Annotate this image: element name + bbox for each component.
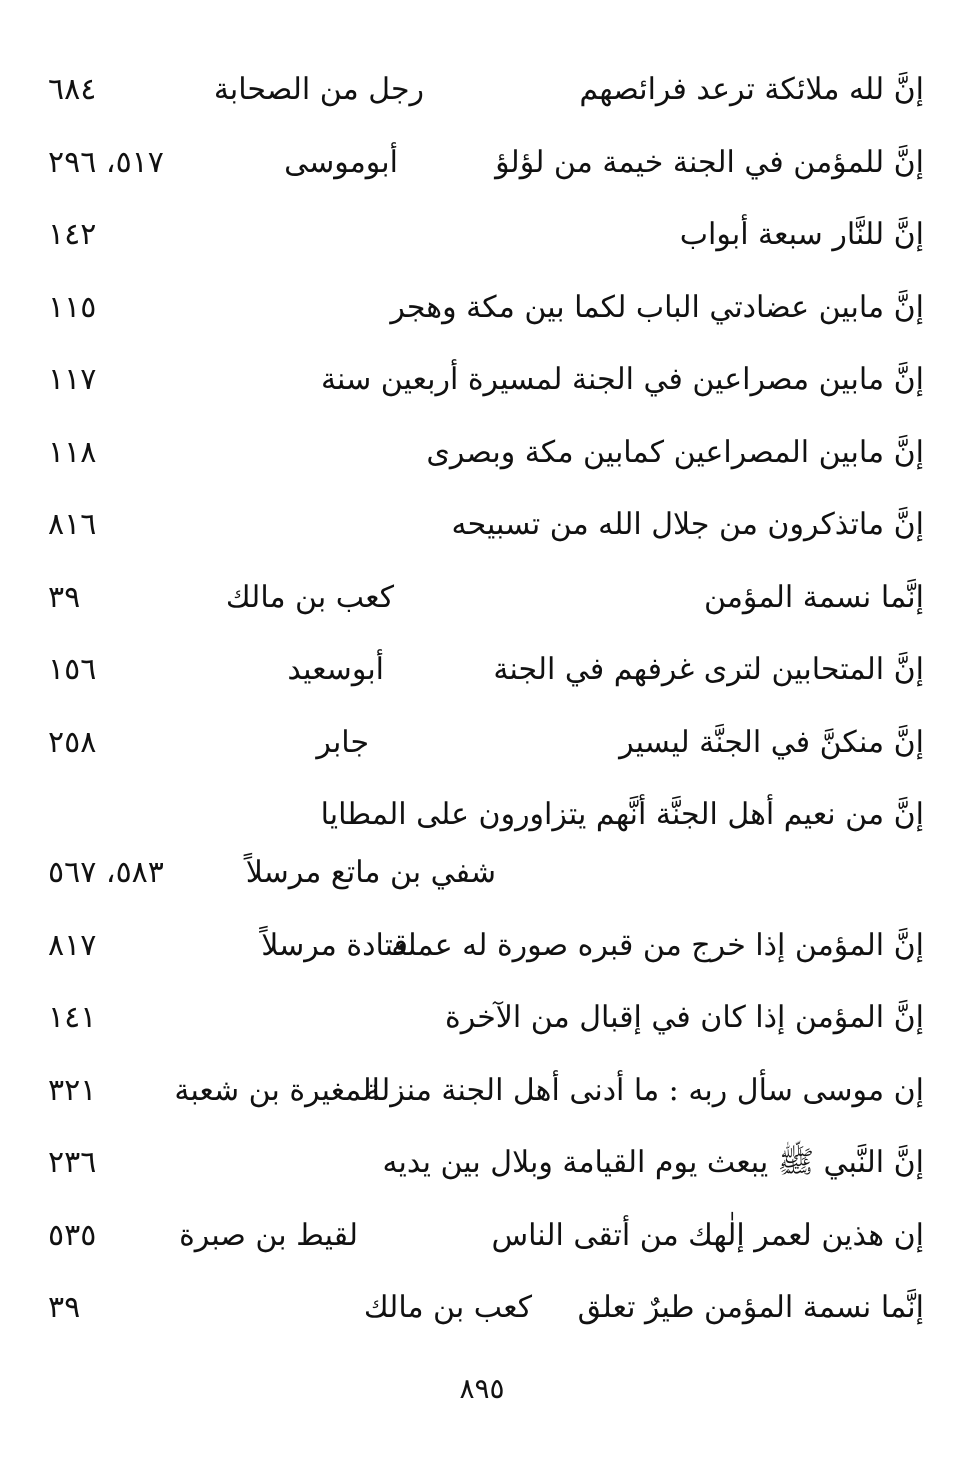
index-entry: [40, 1063, 924, 1136]
hadith-text: إنَّ لله ملائكة ترعد فرائصهم: [579, 72, 924, 107]
page-reference: ٦٨٤: [48, 72, 97, 107]
page-reference: ٥١٧، ٢٩٦: [48, 144, 164, 180]
index-entry: [40, 497, 924, 570]
index-entry: [40, 207, 924, 280]
page-reference: ٨١٦: [48, 507, 97, 542]
hadith-text: إنَّ من نعيم أهل الجنَّة أنَّهم يتزاورون على المطايا: [320, 797, 924, 832]
page-reference: ٢٣٦: [48, 1145, 97, 1180]
index-entry: [40, 1208, 924, 1281]
index-entry: [40, 280, 924, 353]
index-entry: [40, 787, 924, 845]
hadith-text: إنَّما نسمة المؤمن طيرٌ تعلق: [577, 1290, 924, 1325]
hadith-text: إنَّ مابين عضادتي الباب لكما بين مكة وهجر: [390, 289, 924, 325]
index-entry: [40, 918, 924, 991]
hadith-text: إنَّما نسمة المؤمن: [703, 579, 924, 615]
page-reference: ٣٢١: [48, 1072, 97, 1108]
index-entry: [40, 715, 924, 788]
index-entry: [40, 1280, 924, 1353]
hadith-text: إنَّ مابين مصراعين في الجنة لمسيرة أربعين سنة: [320, 362, 924, 397]
narrator-name: المغيرة بن شعبة: [174, 1072, 380, 1108]
hadith-text: إنَّ النَّبي ﷺ يبعث يوم القيامة وبلال بين يديه: [382, 1145, 924, 1180]
hadith-text: إنَّ منكنَّ في الجنَّة ليسير: [619, 724, 924, 760]
narrator-name: كعب بن مالك: [363, 1290, 532, 1325]
index-entry-continuation: [40, 845, 924, 918]
hadith-text: إنَّ المتحابين لترى غرفهم في الجنة: [493, 652, 924, 687]
narrator-name: قتادة مرسلاً: [261, 927, 408, 963]
page-reference: ٢٥٨: [48, 724, 97, 760]
hadith-text: إنَّ مابين المصراعين كمابين مكة وبصرى: [426, 434, 924, 470]
narrator-name: شفي بن ماتع مرسلاً: [245, 855, 496, 890]
hadith-text: إن هذين لعمر إلٰهك من أتقى الناس: [491, 1217, 924, 1253]
narrator-name: أبوسعيد: [287, 652, 384, 687]
narrator-name: رجل من الصحابة: [213, 72, 424, 107]
page-reference: ١٤٢: [48, 217, 97, 252]
page-reference: ١١٧: [48, 362, 97, 397]
page-reference: ٥٨٣، ٥٦٧: [48, 855, 164, 890]
hadith-text: إنَّ المؤمن إذا خرج من قبره صورة له عمله: [391, 927, 924, 963]
index-entry: [40, 990, 924, 1063]
index-entry: [40, 352, 924, 425]
page-reference: ١١٥: [48, 289, 97, 325]
index-entry: [40, 1135, 924, 1208]
narrator-name: كعب بن مالك: [225, 579, 394, 615]
page-reference: ١٥٦: [48, 652, 97, 687]
narrator-name: أبوموسى: [284, 144, 398, 180]
page-reference: ٨١٧: [48, 927, 97, 963]
hadith-index-list: [40, 62, 924, 1353]
page-number: ٨٩٥: [459, 1372, 505, 1405]
index-entry: [40, 425, 924, 498]
index-entry: [40, 570, 924, 643]
index-entry: [40, 642, 924, 715]
page-reference: ٥٣٥: [48, 1217, 97, 1253]
index-entry: [40, 135, 924, 208]
page-reference: ١١٨: [48, 434, 97, 470]
hadith-text: إنَّ للنَّار سبعة أبواب: [679, 217, 924, 252]
hadith-text: إنَّ المؤمن إذا كان في إقبال من الآخرة: [444, 1000, 924, 1035]
narrator-name: جابر: [316, 724, 369, 760]
page-reference: ١٤١: [48, 1000, 97, 1035]
narrator-name: لقيط بن صبرة: [179, 1217, 358, 1253]
index-entry: [40, 62, 924, 135]
page-reference: ٣٩: [48, 579, 81, 615]
hadith-text: إنَّ للمؤمن في الجنة خيمة من لؤلؤ: [495, 144, 924, 180]
hadith-text: إن موسى سأل ربه : ما أدنى أهل الجنة منزلة: [364, 1072, 924, 1108]
hadith-text: إنَّ ماتذكرون من جلال الله من تسبيحه: [451, 507, 924, 542]
page-reference: ٣٩: [48, 1290, 81, 1325]
